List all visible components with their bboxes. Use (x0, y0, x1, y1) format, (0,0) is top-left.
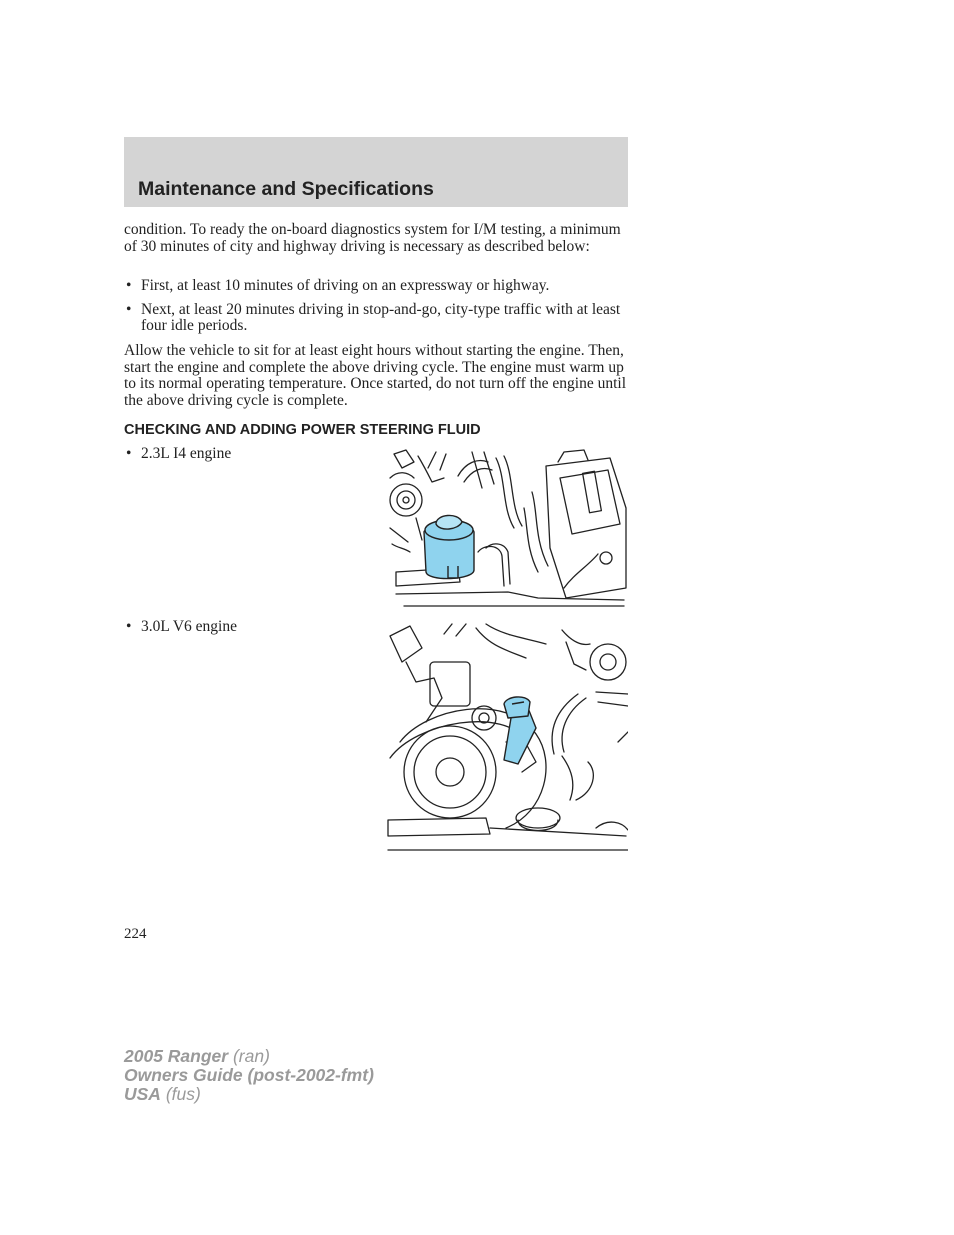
list-item: • First, at least 10 minutes of driving on an expressway or highway. (124, 278, 628, 295)
after-paragraph: Allow the vehicle to sit for at least eight hours without starting the engine. Then, start the engine and complete the above driving cycle. The engine must warm up to its normal operating temperature. Once started, do not turn off the engine until the above driving cycle is complete. (124, 342, 627, 409)
i4-engine-illustration (388, 448, 628, 608)
intro-paragraph: condition. To ready the on-board diagnostics system for I/M testing, a minimum of 30 minutes of city and highway driving is necessary as described below: (124, 221, 621, 255)
section-title: Maintenance and Specifications (138, 178, 434, 200)
section-header-band (124, 137, 628, 207)
list-item: • Next, at least 20 minutes driving in stop-and-go, city-type traffic with at least four idle periods. (124, 302, 628, 335)
footer-model: 2005 Ranger (124, 1046, 229, 1066)
footer-market: USA (124, 1084, 161, 1104)
footer-model-code: (ran) (232, 1046, 270, 1066)
footer-guide: Owners Guide (post-2002-fmt) (124, 1065, 374, 1085)
page-number: 224 (124, 926, 147, 942)
footer-market-code: (fus) (165, 1084, 201, 1104)
driving-steps-list (124, 278, 628, 342)
engine-label-i4: • 2.3L I4 engine (124, 446, 231, 463)
footer-document-id (124, 1047, 374, 1104)
engine-label-v6: • 3.0L V6 engine (124, 619, 237, 636)
v6-engine-illustration (386, 622, 628, 852)
section-heading: CHECKING AND ADDING POWER STEERING FLUID (124, 422, 481, 438)
